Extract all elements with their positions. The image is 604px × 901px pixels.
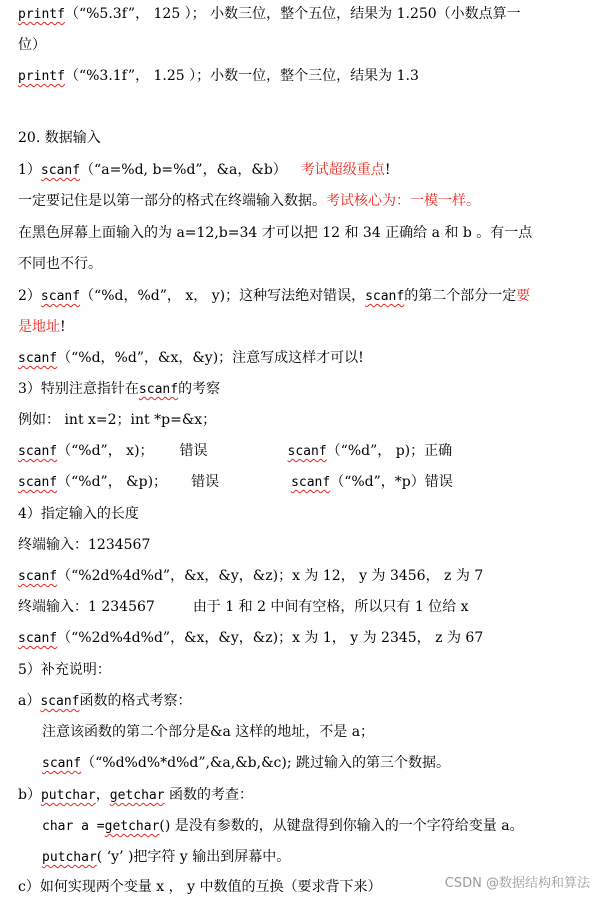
text-segment: ( ‘y’ )把字符 y 输出到屏幕中。 [96,849,291,865]
text-line-b [18,785,253,805]
text-segment: （“%d”， x)； [57,443,154,459]
text-segment: 一定要记住是以第一部分的格式在终端输入数据。 [18,193,326,209]
text-line-example [18,410,216,430]
text-segment: c）如何实现两个变量 x ， y 中数值的互换（要求背下来） [18,879,382,895]
code-token: getchar [109,788,165,803]
text-line-a-skip [42,753,450,773]
code-token: scanf [291,475,331,490]
text-segment: 位） [18,37,46,53]
text-segment: 终端输入：1234567 [18,537,151,553]
text-segment: （“%d%d%*d%d”,&a,&b,&c); 跳过输入的第三个数据。 [81,755,451,771]
text-segment: 的第二个部分一定 [404,288,517,304]
text-segment: b） [18,787,41,803]
text-line-compare-1 [18,441,452,461]
code-token: scanf [365,289,405,304]
text-line-black-screen [18,223,532,243]
text-line-b-getchar [42,816,524,836]
code-token: scanf [18,351,58,366]
text-line-item-1 [18,160,390,180]
section-heading-data-input [18,128,101,148]
text-segment: 的考察 [178,381,221,397]
text-segment: ， [95,787,110,803]
highlight-text: 考试超级重点 [300,162,385,178]
text-segment: （“%2d%4d%d”，&x，&y，&z)；x 为 12， y 为 3456， z 为 7 [57,568,484,584]
text-segment: （“%d，%d”，&x，&y)；注意写成这样才可以! [57,350,364,366]
code-token: scanf [40,163,81,178]
code-token: scanf [138,382,179,397]
text-segment: 在黑色屏幕上面输入的为 a=12,b=34 才可以把 12 和 34 正确给 a 和 b 。有一点 [18,225,533,241]
code-token: scanf [42,756,82,771]
code-token: printf [18,69,65,84]
text-segment: （“%3.1f”， 1.25 ）；小数一位，整个三位，结果为 1.3 [64,68,419,84]
text-line-wrap [18,35,46,55]
text-line-c [18,877,381,897]
text-line-a-note [42,722,374,742]
text-line-terminal-2 [18,597,469,617]
text-segment: ! [384,162,391,178]
text-segment: 20. 数据输入 [18,130,101,146]
text-segment: 终端输入：1 234567 [18,599,155,615]
text-segment: a） [18,693,41,709]
code-token: scanf [18,444,58,459]
text-segment: ! [60,319,66,335]
code-token: putchar [40,788,96,803]
text-line-item-5 [18,660,111,680]
text-line-item-3 [18,379,220,399]
text-segment: 错误 [179,443,208,459]
text-segment: （“%5.3f”， 125 ）； 小数三位，整个五位，结果为 1.250（小数点算一 [64,6,521,22]
code-token: scanf [18,475,58,490]
highlight-text: 是地址 [18,319,60,335]
text-segment: （“%d，%d”， x， y)；这种写法绝对错误， [80,288,366,304]
text-segment: 错误 [191,474,220,490]
text-segment: () 是没有参数的，从键盘得到你输入的一个字符给变量 a。 [159,818,524,834]
code-token: char a = [42,819,105,834]
text-line-item-2 [18,286,530,306]
code-token: scanf [18,631,58,646]
text-line-not-different [18,254,102,274]
code-token: printf [18,7,65,22]
code-token: scanf [18,569,58,584]
code-token: scanf [40,694,80,709]
code-token: scanf [287,444,327,459]
text-line-width-example-1 [18,566,483,586]
text-line-is-address [18,317,66,337]
text-segment: 由于 1 和 2 中间有空格，所以只有 1 位给 x [192,599,469,615]
text-segment: 不同也不行。 [18,256,102,272]
text-segment: 例如： int x=2；int *p=&x； [18,412,217,428]
text-line-printf-5-3f [18,4,521,24]
text-line-terminal-1 [18,535,150,555]
text-segment: （“%d”，*p）错误 [330,474,453,490]
code-token: getchar [104,819,160,834]
text-segment: 2） [18,288,41,304]
text-segment: （“%d”， p)；正确 [326,443,453,459]
code-token: scanf [40,289,81,304]
watermark: CSDN @数据结构和算法 [444,876,590,891]
text-segment: 3）特别注意指针在 [18,381,139,397]
text-segment: 函数的考查： [164,787,254,803]
text-segment: （“%2d%4d%d”，&x，&y，&z)；x 为 1， y 为 2345， z 为 67 [57,630,484,646]
text-line-item-4 [18,504,139,524]
highlight-text: 要 [516,288,531,304]
code-token: putchar [42,850,97,865]
text-segment: 5）补充说明： [18,662,111,678]
text-line-scanf-correct [18,348,364,368]
text-line-printf-3-1f [18,66,419,86]
text-line-a [18,691,192,711]
highlight-text: 考试核心为：一模一样。 [326,193,480,209]
text-segment: （“a=%d, b=%d”，&a，&b） [80,162,287,178]
text-segment: 4）指定输入的长度 [18,506,139,522]
text-segment: 注意该函数的第二个部分是&a 这样的地址，不是 a； [42,724,375,740]
text-line-width-example-2 [18,628,483,648]
text-line-remember [18,191,480,211]
text-segment: 1） [18,162,41,178]
text-line-b-putchar [42,847,290,867]
text-segment: （“%d”， &p)； [57,474,168,490]
text-segment: 函数的格式考察： [79,693,192,709]
text-line-compare-2 [18,472,453,492]
